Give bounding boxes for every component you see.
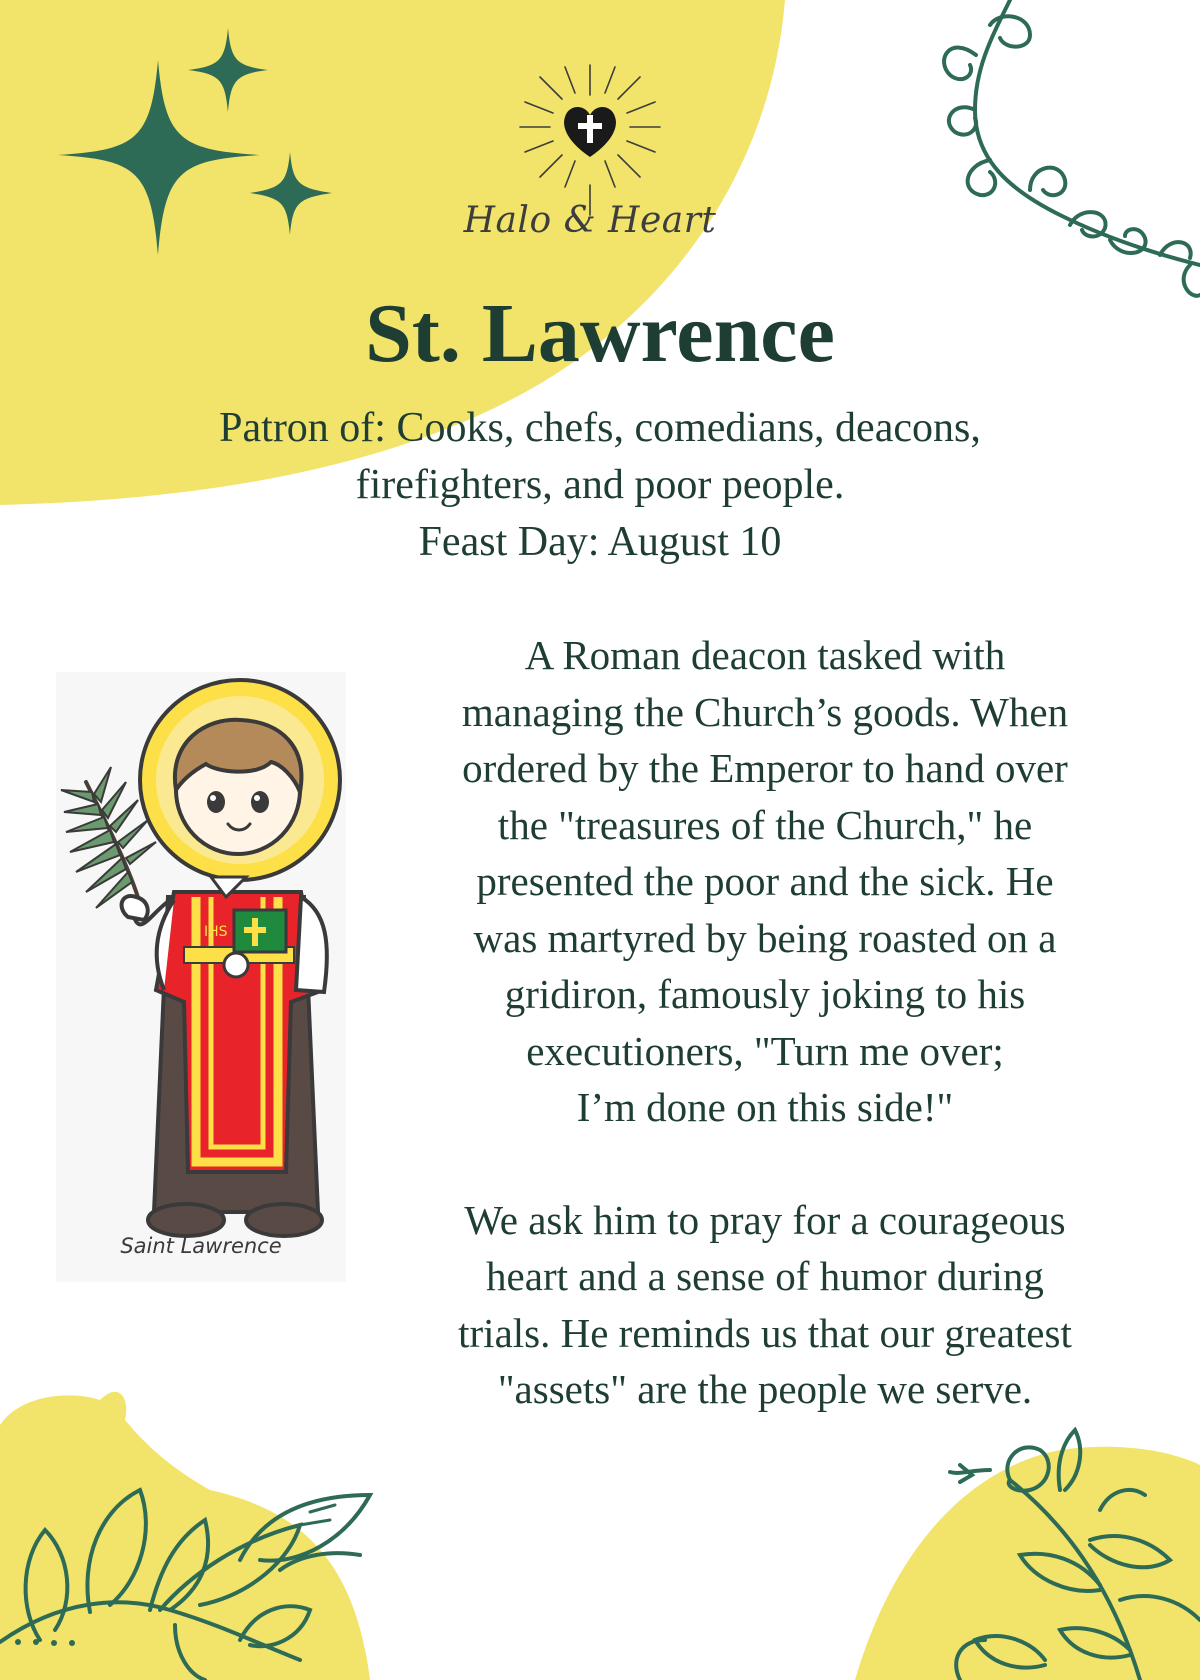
story-p1-line-5: presented the poor and the sick. He	[476, 858, 1054, 904]
story-text	[400, 627, 1130, 1418]
story-p1-line-6: was martyred by being roasted on a	[473, 914, 1057, 961]
patron-line-2: firefighters, and poor people.	[355, 462, 845, 508]
patron-line-1: Patron of: Cooks, chefs, comedians, deacons,	[219, 405, 981, 451]
story-p1-line-3: ordered by the Emperor to hand over	[462, 745, 1068, 791]
vine-top-right-icon	[944, 0, 1200, 296]
story-p2-line-4: "assets" are the people we serve.	[497, 1366, 1033, 1412]
page-title: St. Lawrence	[365, 287, 835, 380]
story-p2-line-2: heart and a sense of humor during	[486, 1253, 1044, 1299]
story-p1-line-2: managing the Church’s goods. When	[461, 688, 1069, 735]
saint-illustration	[56, 672, 346, 1282]
patron-info	[120, 400, 1080, 571]
paragraph-spacer	[400, 1136, 1130, 1192]
story-p1-line-1: A Roman deacon tasked with	[524, 632, 1006, 678]
saint-lawrence-figure-icon	[56, 672, 346, 1282]
illustration-caption: Saint Lawrence	[120, 1234, 282, 1258]
book-monogram: IHS	[204, 924, 228, 940]
story-p1-line-7: gridiron, famously joking to his	[504, 971, 1026, 1017]
story-p1-line-4: the "treasures of the Church," he	[497, 801, 1033, 848]
story-p1-line-8: executioners, "Turn me over;	[526, 1027, 1004, 1074]
story-p1-line-9: I’m done on this side!"	[576, 1084, 954, 1130]
brand-name: Halo & Heart	[463, 200, 717, 241]
story-p2-line-1: We ask him to pray for a courageous	[464, 1196, 1066, 1243]
feast-day: Feast Day: August 10	[418, 519, 782, 565]
story-p2-line-3: trials. He reminds us that our greatest	[458, 1309, 1072, 1356]
